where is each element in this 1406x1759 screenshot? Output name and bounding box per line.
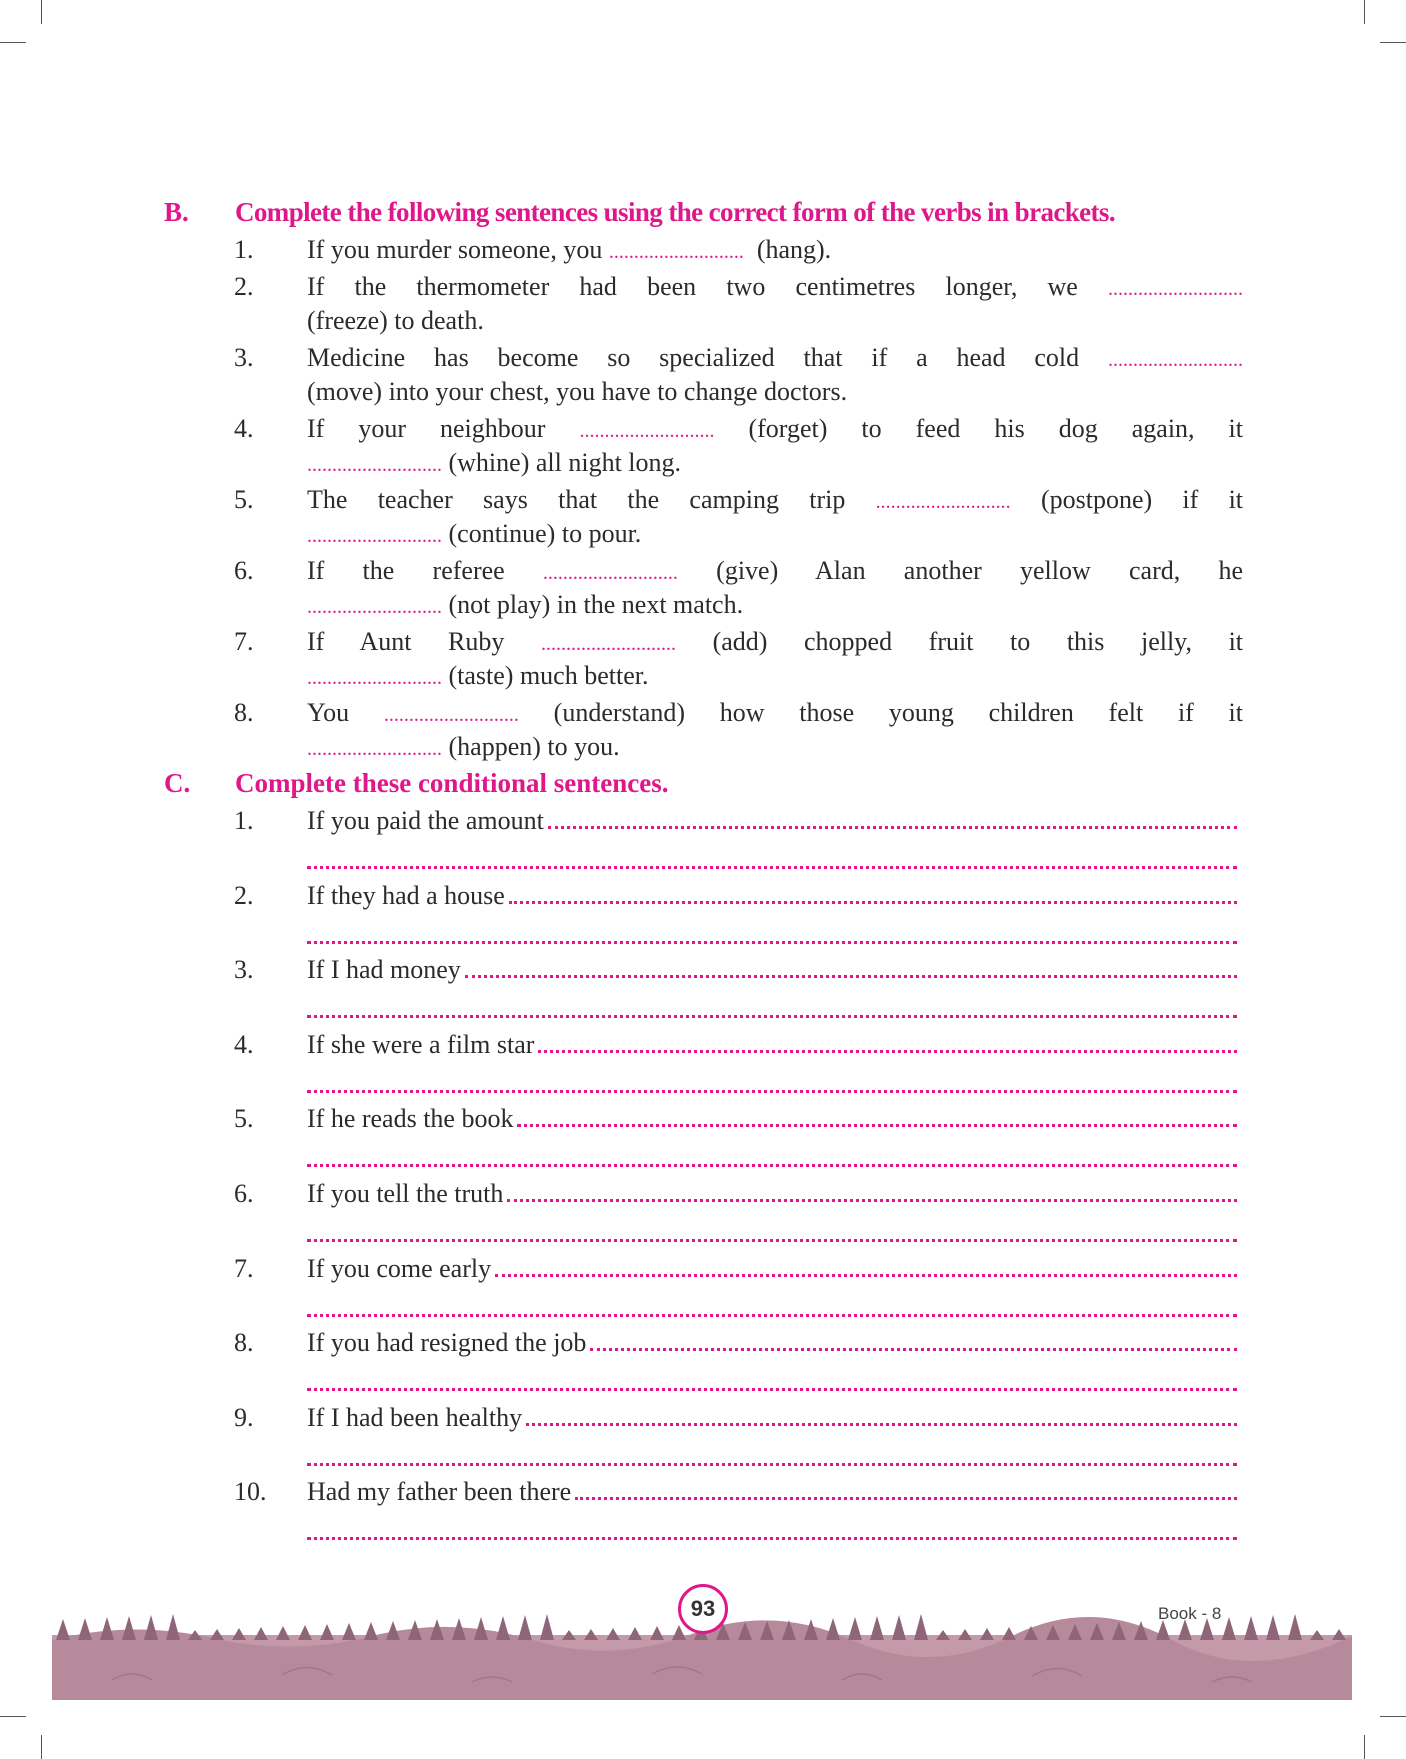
sentence-text: If she were a film star	[307, 1029, 535, 1059]
tree-shape	[254, 1627, 268, 1640]
tree-shape	[606, 1628, 620, 1640]
answer-blank[interactable]	[507, 1199, 1237, 1202]
item-number: 7.	[234, 627, 254, 656]
page-number: 93	[678, 1584, 728, 1634]
item-number: 5.	[234, 485, 254, 514]
tree-shape	[672, 1625, 686, 1640]
item-number: 6.	[234, 1179, 254, 1208]
tree-shape	[342, 1623, 356, 1640]
section-b-letter: B.	[164, 197, 189, 227]
blank-dots: ...........................	[542, 562, 678, 584]
sentence-text: If you paid the amount	[307, 806, 544, 835]
sentence-line	[307, 446, 1243, 482]
sentence-text: If they had a house	[307, 880, 505, 910]
tree-shape	[320, 1624, 334, 1640]
tree-shape	[78, 1618, 92, 1640]
sentence-line	[307, 696, 1243, 730]
answer-blank[interactable]	[538, 1050, 1237, 1053]
answer-line[interactable]	[307, 879, 1237, 913]
sentence-text: If he reads the book	[307, 1104, 514, 1134]
item-number: 9.	[234, 1402, 254, 1432]
answer-blank[interactable]	[526, 1423, 1237, 1426]
tree-shape	[826, 1618, 840, 1640]
tree-shape	[1266, 1615, 1280, 1640]
sentence-line	[307, 412, 1243, 446]
answer-blank-line[interactable]	[307, 941, 1237, 944]
sentence-text: (add) chopped fruit to this jelly, it	[712, 627, 1243, 656]
tree-shape	[1222, 1617, 1236, 1640]
answer-blank[interactable]	[509, 901, 1237, 904]
item-number: 10.	[234, 1477, 267, 1507]
answer-blank-line[interactable]	[307, 1090, 1237, 1093]
section-c-title: Complete these conditional sentences.	[235, 768, 669, 798]
sentence-text: Medicine has become so specialized that if a head cold	[307, 343, 1080, 372]
sentence-text: (taste) much better.	[448, 661, 649, 690]
sentence-text: Had my father been there	[307, 1477, 572, 1507]
answer-line[interactable]	[307, 1102, 1237, 1136]
tree-shape	[870, 1616, 884, 1640]
item-number: 7.	[234, 1253, 254, 1283]
answer-line[interactable]	[307, 1401, 1237, 1435]
item-number: 1.	[234, 235, 254, 264]
crop-mark	[1364, 0, 1365, 24]
item-number: 8.	[234, 1328, 254, 1358]
item-number: 5.	[234, 1104, 254, 1134]
tree-shape	[540, 1614, 554, 1640]
crop-mark	[1380, 1716, 1406, 1717]
sentence-line	[307, 554, 1243, 588]
sentence-line	[307, 588, 1243, 624]
sentence-text: If the referee	[307, 556, 505, 585]
sentence-text: (give) Alan another yellow card, he	[716, 556, 1243, 585]
sentence-text: If your neighbour	[307, 414, 546, 443]
sentence-text: The teacher says that the camping trip	[307, 485, 846, 514]
tree-shape	[210, 1629, 224, 1640]
book-label: Book - 8	[1158, 1604, 1222, 1623]
answer-blank[interactable]	[590, 1348, 1237, 1351]
tree-shape	[1244, 1616, 1258, 1640]
tree-shape	[276, 1626, 290, 1640]
item-number: 2.	[234, 272, 254, 301]
tree-shape	[232, 1628, 246, 1640]
sentence-text: If I had money	[307, 955, 461, 985]
sentence-text: If the thermometer had been two centimetres longer, we	[307, 272, 1078, 301]
tree-shape	[518, 1615, 532, 1640]
answer-blank-line[interactable]	[307, 1463, 1237, 1466]
item-number: 6.	[234, 556, 254, 585]
sentence-line	[307, 483, 1243, 517]
blank-dots: ...........................	[383, 704, 519, 726]
item-number: 8.	[234, 698, 254, 727]
answer-line[interactable]	[307, 804, 1237, 838]
tree-shape	[1332, 1629, 1346, 1640]
item-number: 2.	[234, 880, 254, 910]
crop-mark	[41, 0, 42, 24]
tree-shape	[496, 1616, 510, 1640]
answer-line[interactable]	[307, 1177, 1237, 1211]
answer-blank-line[interactable]	[307, 1388, 1237, 1391]
blank-dots: ...........................	[579, 420, 715, 442]
tree-shape	[914, 1614, 928, 1640]
sentence-line	[307, 341, 1243, 375]
blank-dots: ...........................	[307, 738, 442, 760]
blank-dots: ...........................	[1108, 349, 1243, 371]
blank-dots: ...........................	[307, 667, 442, 689]
blank-dots: ...........................	[540, 633, 676, 655]
answer-line[interactable]	[307, 1326, 1237, 1360]
answer-blank[interactable]	[495, 1274, 1237, 1277]
answer-line[interactable]	[307, 953, 1237, 987]
tree-shape	[122, 1616, 136, 1640]
blank-dots: ...........................	[307, 525, 442, 547]
crop-mark	[0, 42, 26, 43]
answer-line[interactable]	[307, 1252, 1237, 1286]
answer-blank[interactable]	[575, 1497, 1237, 1500]
sentence-text: (forget) to feed his dog again, it	[748, 414, 1243, 443]
tree-shape	[474, 1617, 488, 1640]
sentence-text: If you murder someone, you	[307, 235, 603, 264]
tree-shape	[386, 1621, 400, 1640]
answer-blank-line[interactable]	[307, 1164, 1237, 1167]
sentence-line	[307, 270, 1243, 304]
sentence-text: You	[307, 698, 350, 727]
sentence-text: (continue) to pour.	[448, 519, 642, 548]
tree-shape	[1288, 1614, 1302, 1640]
blank-dots: ...........................	[875, 491, 1011, 513]
sentence-text: (understand) how those young children felt if it	[553, 698, 1243, 727]
item-number: 3.	[234, 343, 254, 372]
sentence-text: (whine) all night long.	[448, 448, 682, 477]
tree-shape	[650, 1626, 664, 1640]
tree-shape	[298, 1625, 312, 1640]
answer-blank-line[interactable]	[307, 1314, 1237, 1317]
tree-shape	[364, 1622, 378, 1640]
crop-mark	[0, 1716, 26, 1717]
sentence-text: (move) into your chest, you have to change doctors.	[307, 377, 848, 406]
sentence-text: If Aunt Ruby	[307, 627, 505, 656]
tree-shape	[892, 1615, 906, 1640]
blank-dots: ...........................	[307, 454, 442, 476]
sentence-text: (not play) in the next match.	[448, 590, 744, 619]
sentence-text: (freeze) to death.	[307, 306, 484, 335]
answer-line[interactable]	[307, 1475, 1237, 1509]
item-number: 4.	[234, 414, 254, 443]
item-number: 1.	[234, 806, 254, 835]
sentence-text: (happen) to you.	[448, 732, 620, 761]
sentence-line	[307, 625, 1243, 659]
sentence-text: If I had been healthy	[307, 1402, 523, 1432]
sentence-line	[307, 233, 1243, 269]
tree-shape	[848, 1617, 862, 1640]
sentence-line	[307, 517, 1243, 553]
crop-mark	[1380, 42, 1406, 43]
answer-blank-line[interactable]	[307, 1239, 1237, 1242]
answer-blank-line[interactable]	[307, 1537, 1237, 1540]
item-number: 4.	[234, 1029, 254, 1059]
tree-shape	[628, 1627, 642, 1640]
sentence-text: (postpone) if it	[1040, 485, 1243, 514]
section-b-title: Complete the following sentences using the correct form of the verbs in brackets.	[235, 197, 1115, 227]
crop-mark	[1364, 1735, 1365, 1759]
sentence-line	[307, 375, 1243, 409]
section-c-letter: C.	[164, 768, 191, 798]
answer-line[interactable]	[307, 1028, 1237, 1062]
blank-dots: ...........................	[608, 241, 744, 263]
answer-blank[interactable]	[465, 975, 1237, 978]
tree-shape	[980, 1628, 994, 1640]
tree-shape	[584, 1629, 598, 1640]
tree-shape	[100, 1617, 114, 1640]
sentence-text: If you tell the truth	[307, 1179, 504, 1208]
verb-hint: (hang).	[756, 235, 832, 264]
answer-blank-line[interactable]	[307, 1015, 1237, 1018]
answer-blank-line[interactable]	[307, 866, 1237, 869]
sentence-text: If you come early	[307, 1253, 492, 1283]
answer-blank[interactable]	[548, 826, 1237, 829]
sentence-text: If you had resigned the job	[307, 1328, 587, 1358]
item-number: 3.	[234, 955, 254, 985]
blank-dots: ...........................	[307, 596, 442, 618]
tree-shape	[56, 1619, 70, 1640]
tree-shape	[144, 1615, 158, 1640]
blank-dots: ...........................	[1108, 278, 1243, 300]
sentence-line	[307, 659, 1243, 695]
answer-blank[interactable]	[517, 1124, 1237, 1127]
tree-shape	[958, 1629, 972, 1640]
sentence-line	[307, 730, 1243, 766]
tree-shape	[1002, 1627, 1016, 1640]
tree-shape	[166, 1614, 180, 1640]
crop-mark	[41, 1735, 42, 1759]
sentence-line	[307, 304, 1243, 338]
